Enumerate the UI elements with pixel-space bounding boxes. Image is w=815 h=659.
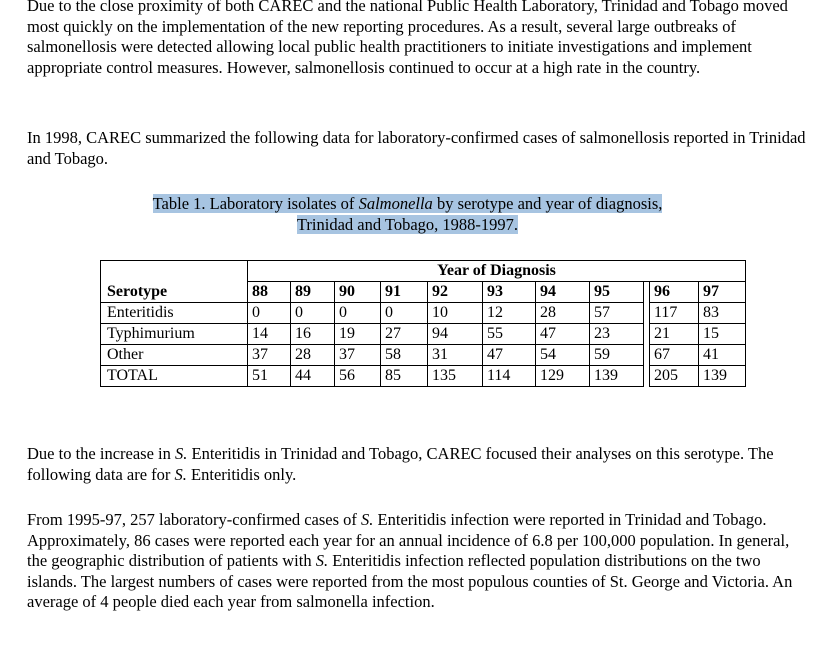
- p3-a: Due to the increase in: [27, 444, 175, 463]
- enteritidis-focus-paragraph: [27, 444, 812, 485]
- caption-suffix: by serotype and year of diagnosis,: [432, 194, 663, 213]
- table-row: [101, 303, 746, 324]
- count-cell: 94: [428, 324, 483, 345]
- count-cell: 58: [381, 345, 428, 366]
- p3-e: Enteritidis only.: [186, 464, 297, 484]
- count-cell: 28: [536, 303, 590, 324]
- count-cell: 0: [291, 303, 335, 324]
- year-of-diagnosis-header: Year of Diagnosis: [248, 261, 746, 282]
- count-cell: 10: [428, 303, 483, 324]
- caption-line2-text: Trinidad and Tobago, 1988-1997.: [296, 215, 519, 234]
- count-cell: 28: [291, 345, 335, 366]
- serotype-header: Serotype: [101, 282, 248, 303]
- count-cell: 21: [650, 324, 699, 345]
- caption-prefix: Table 1. Laboratory isolates of: [152, 194, 359, 213]
- p4-c: Enteritidis infection were reported in Trinidad and Tobago. Approximately, 86 cases were reported each year for an annual incidence of 6.8 per 100,000 population. In general, the geographic distribution of patients with: [27, 510, 790, 570]
- count-cell: 16: [291, 324, 335, 345]
- year-header-cell: 90: [335, 282, 381, 303]
- table-group-header-row: [101, 261, 746, 282]
- year-header-cell: 94: [536, 282, 590, 303]
- count-cell: 139: [699, 366, 746, 387]
- count-cell: 47: [483, 345, 536, 366]
- table-caption-line1[interactable]: [0, 194, 815, 214]
- count-cell: 114: [483, 366, 536, 387]
- table-row: [101, 345, 746, 366]
- count-cell: 0: [381, 303, 428, 324]
- count-cell: 15: [699, 324, 746, 345]
- count-cell: 41: [699, 345, 746, 366]
- count-cell: 31: [428, 345, 483, 366]
- serotype-label: Typhimurium: [101, 324, 248, 345]
- count-cell: 135: [428, 366, 483, 387]
- count-cell: 0: [335, 303, 381, 324]
- year-header-cell: 89: [291, 282, 335, 303]
- year-header-cell: 96: [650, 282, 699, 303]
- enteritidis-details-paragraph: [27, 510, 812, 613]
- count-cell: 54: [536, 345, 590, 366]
- count-cell: 27: [381, 324, 428, 345]
- count-cell: 0: [248, 303, 291, 324]
- p4-d: S.: [315, 551, 329, 570]
- count-cell: 44: [291, 366, 335, 387]
- count-cell: 139: [590, 366, 644, 387]
- year-header-cell: 97: [699, 282, 746, 303]
- count-cell: 67: [650, 345, 699, 366]
- count-cell: 85: [381, 366, 428, 387]
- p3-c: Enteritidis in Trinidad and Tobago, CAREC focused their analyses on this serotype. The following data are for: [27, 444, 774, 484]
- count-cell: 83: [699, 303, 746, 324]
- year-header-cell: 95: [590, 282, 644, 303]
- intro-paragraph: Due to the close proximity of both CAREC and the national Public Health Laboratory, Trinidad and Tobago moved most quickly on the implementation of the new reporting procedures. As a result, several large outbreaks of salmonellosis were detected allowing local public health practitioners to initiate investigations and implement appropriate control measures. However, salmonellosis continued to occur at a high rate in the country.: [27, 0, 788, 77]
- count-cell: 12: [483, 303, 536, 324]
- empty-corner-cell: [101, 261, 248, 282]
- caption-highlight: [153, 194, 663, 213]
- count-cell: 14: [248, 324, 291, 345]
- table-year-header-row: [101, 282, 746, 303]
- year-header-cell: 91: [381, 282, 428, 303]
- serotype-label: Other: [101, 345, 248, 366]
- serotype-label: TOTAL: [101, 366, 248, 387]
- year-header-cell: 93: [483, 282, 536, 303]
- summary-paragraph: In 1998, CAREC summarized the following data for laboratory-confirmed cases of salmonellosis reported in Trinidad and Tobago.: [27, 128, 806, 168]
- count-cell: 47: [536, 324, 590, 345]
- p4-e: Enteritidis infection reflected population distributions on the two islands. The largest numbers of cases were reported from the most populous counties of St. George and Victoria. An average of 4 people died each year from salmonella infection.: [27, 551, 793, 611]
- serotype-year-table: [100, 260, 746, 387]
- serotype-label: Enteritidis: [101, 303, 248, 324]
- count-cell: 129: [536, 366, 590, 387]
- year-header-cell: 88: [248, 282, 291, 303]
- count-cell: 55: [483, 324, 536, 345]
- count-cell: 59: [590, 345, 644, 366]
- count-cell: 37: [248, 345, 291, 366]
- year-header-cell: 92: [428, 282, 483, 303]
- count-cell: 37: [335, 345, 381, 366]
- table-row: [101, 324, 746, 345]
- count-cell: 19: [335, 324, 381, 345]
- caption-genus: Salmonella: [358, 194, 433, 213]
- p4-b: S.: [361, 510, 374, 529]
- count-cell: 57: [590, 303, 644, 324]
- table-caption-line2[interactable]: [0, 215, 815, 235]
- count-cell: 117: [650, 303, 699, 324]
- table-row: [101, 366, 746, 387]
- count-cell: 205: [650, 366, 699, 387]
- p3-d: S.: [174, 464, 187, 484]
- count-cell: 23: [590, 324, 644, 345]
- count-cell: 51: [248, 366, 291, 387]
- count-cell: 56: [335, 366, 381, 387]
- p3-b: S.: [174, 444, 188, 463]
- p4-a: From 1995-97, 257 laboratory-confirmed cases of: [27, 510, 362, 529]
